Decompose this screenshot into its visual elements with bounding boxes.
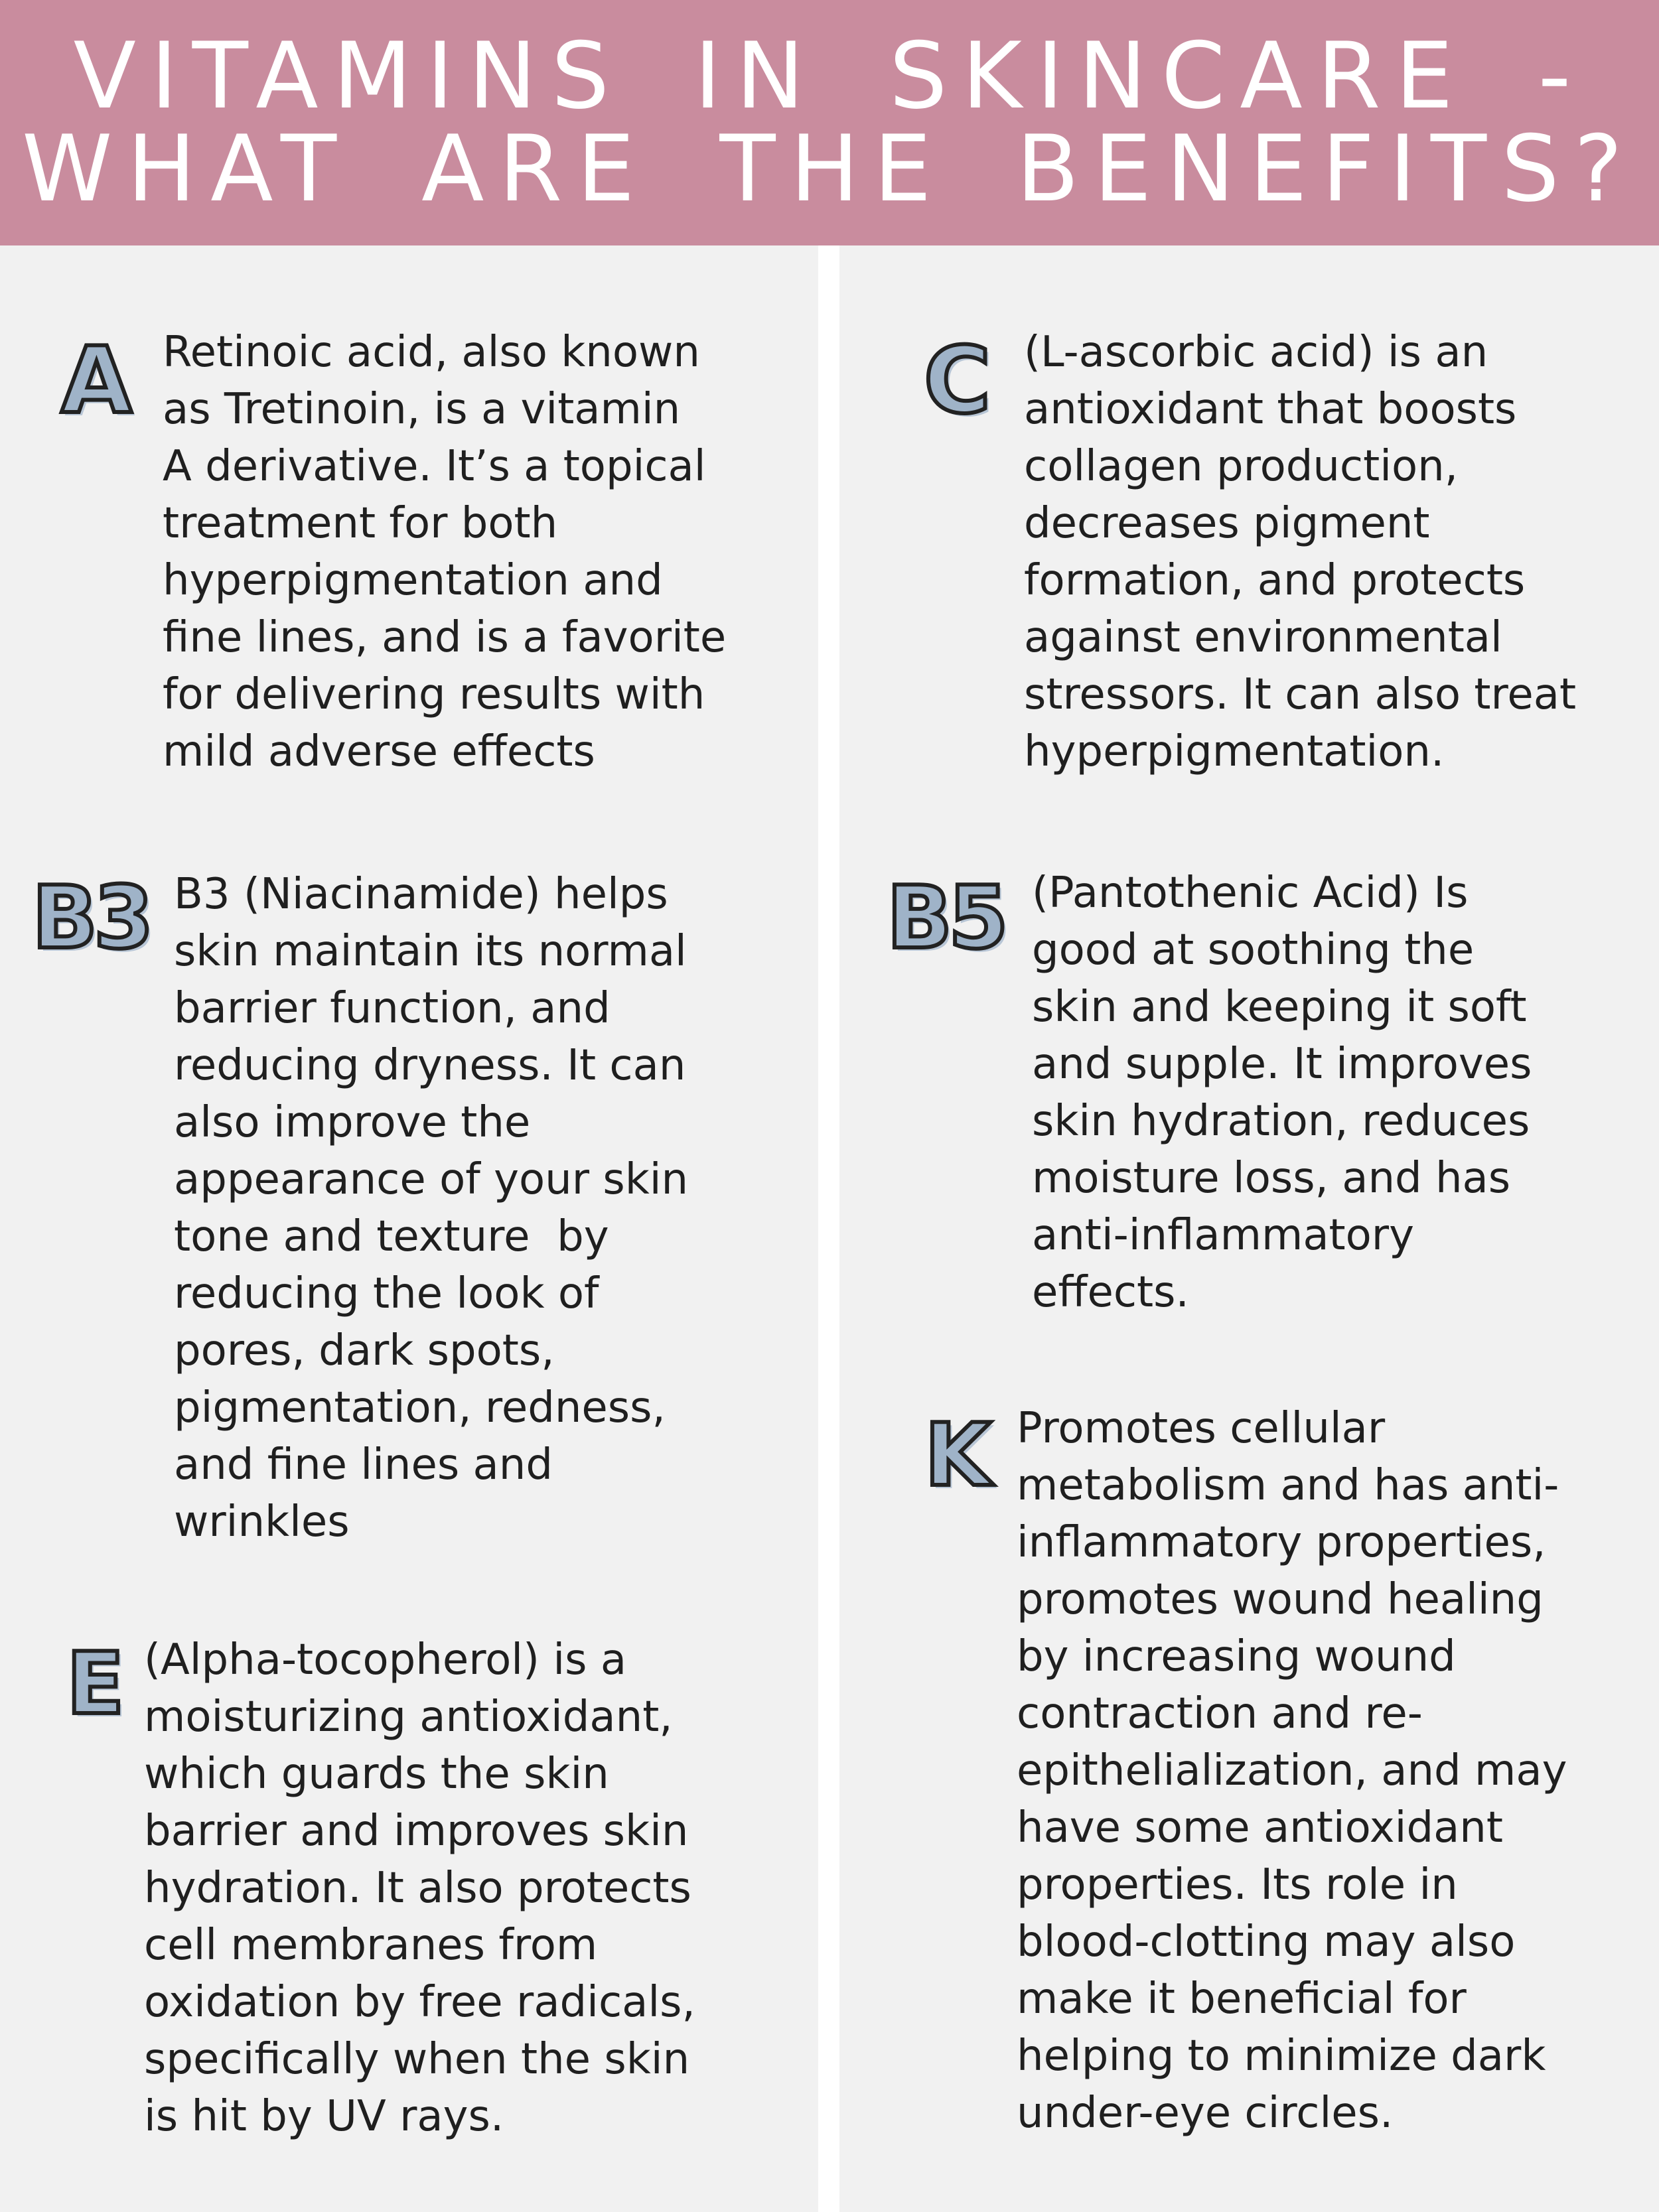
vitamin-a-description: Retinoic acid, also known as Tretinoin, is a vitamin A derivative. It’s a topical treatment for both hyperpigmentation and fine lines, and is a favorite for delivering results with mild adverse effects [163,328,727,776]
page-title-line-2: WHAT ARE THE BENEFITS? [21,115,1638,222]
column-divider [818,245,839,2212]
vitamin-e-description: (Alpha-tocopherol) is a moisturizing antioxidant, which guards the skin barrier and improves skin hydration. It also protects cell membranes from oxidation by free radicals, specifically when the skin is hit by UV rays. [144,1635,695,2141]
vitamin-b3-letter: B3 [32,867,150,968]
vitamin-c-letter: C [924,327,991,434]
vitamin-k-letter: K [924,1405,991,1505]
page-title-line-1: VITAMINS IN SKINCARE - [73,23,1586,129]
title-banner [0,0,1659,245]
vitamin-a-letter: A [61,327,132,434]
vitamin-e-letter: E [66,1635,125,1734]
vitamin-k-description: Promotes cellular metabolism and has anti- inflammatory properties, promotes wound healing by increasing wound contraction and re- epithelialization, and may have some antioxidant properties. Its role in blood-clotting may also make it beneficial for helping to minimize dark under-eye circles. [1017,1404,1567,2138]
vitamin-b5-letter: B5 [887,867,1005,968]
vitamin-b3-description: B3 (Niacinamide) helps skin maintain its normal barrier function, and reducing dryness. It can also improve the appearance of your skin tone and texture by reducing the look of pores, dark spots, pigmentation, redness, and fine lines and wrinkles [174,870,689,1547]
vitamin-b5-description: (Pantothenic Acid) Is good at soothing the skin and keeping it soft and supple. It improves skin hydration, reduces moisture loss, and has anti-inflammatory effects. [1032,868,1532,1317]
vitamin-c-description: (L-ascorbic acid) is an antioxidant that boosts collagen production, decreases pigment formation, and protects against environmental stressors. It can also treat hyperpigmentation. [1024,328,1577,776]
